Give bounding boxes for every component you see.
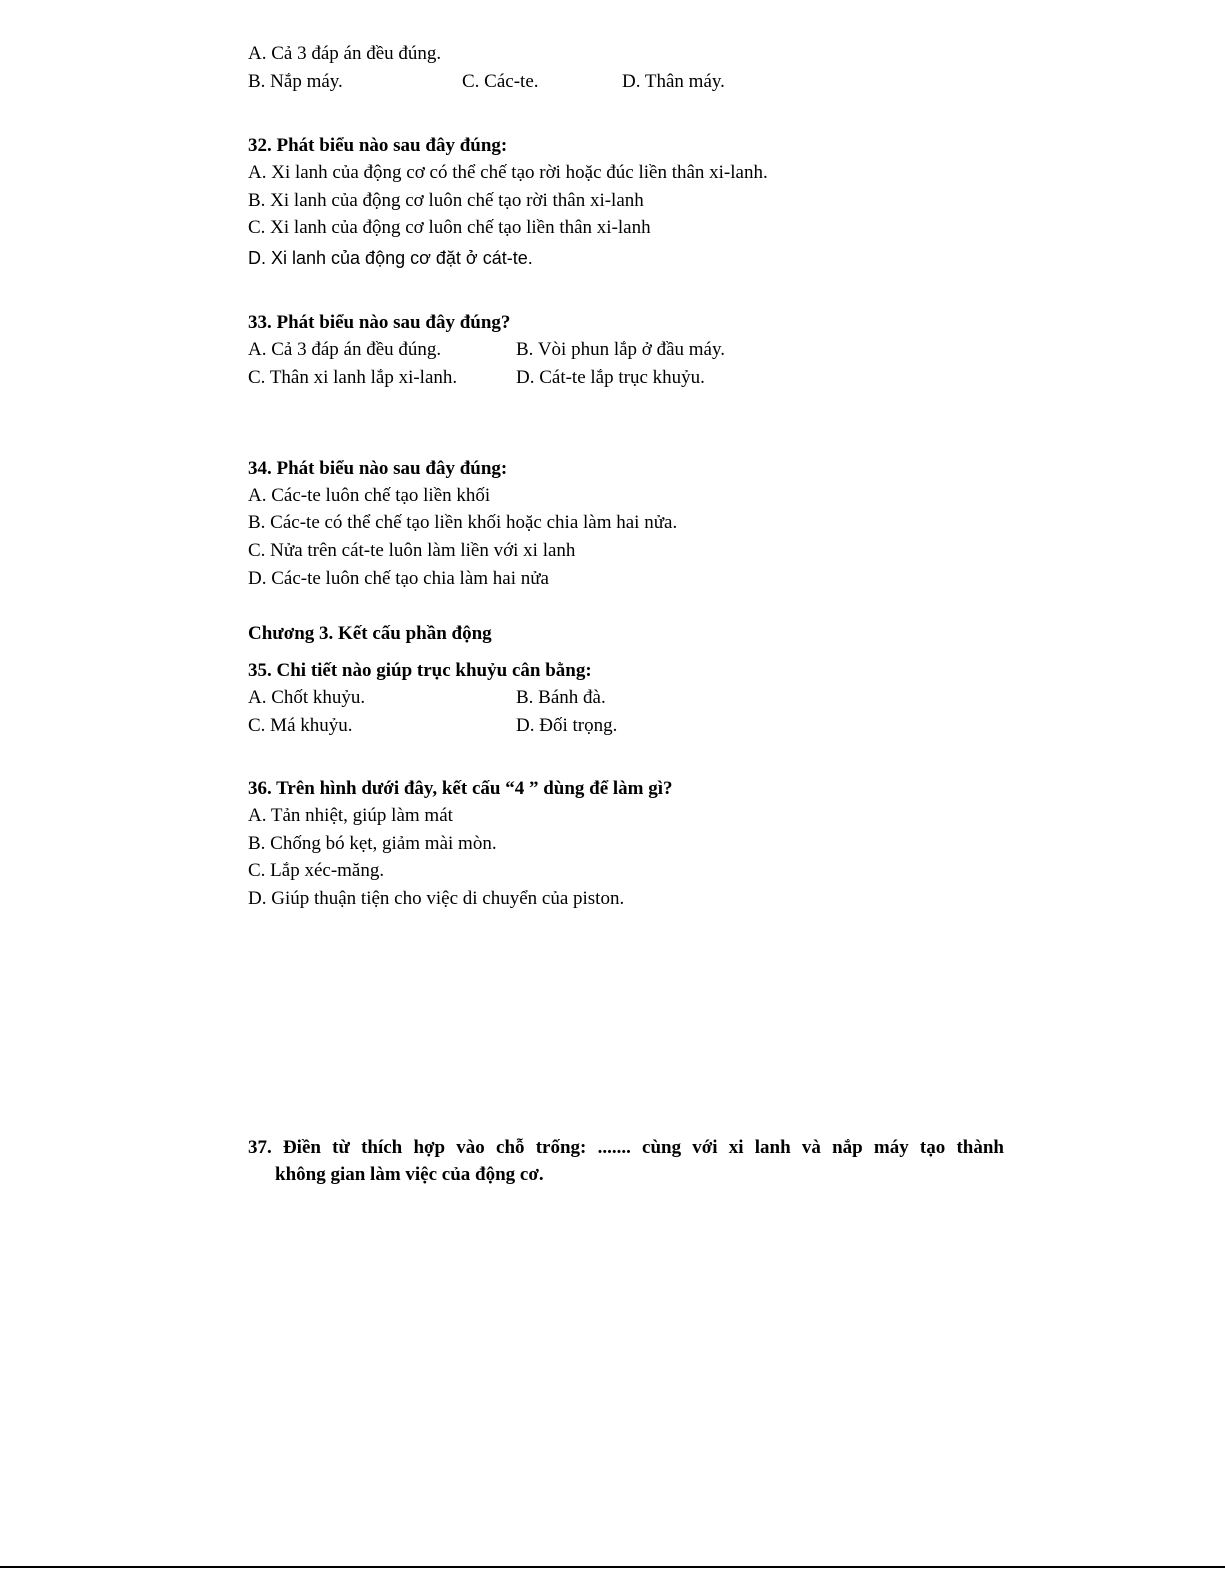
q36-option-c: C. Lắp xéc-măng.	[248, 860, 385, 881]
q33-option-a: A. Cả 3 đáp án đều đúng.	[248, 339, 442, 360]
q35-option-c: C. Má khuỷu.	[248, 715, 353, 736]
q33-option-d: D. Cát-te lắp trục khuỷu.	[516, 367, 705, 388]
q34-option-b: B. Các-te có thể chế tạo liền khối hoặc chia làm hai nửa.	[248, 512, 678, 533]
q37-title-line2: không gian làm việc của động cơ.	[275, 1164, 544, 1185]
q35-title: 35. Chi tiết nào giúp trục khuỷu cân bằng:	[248, 660, 592, 681]
q33-option-b: B. Vòi phun lắp ở đầu máy.	[516, 339, 725, 360]
q31-option-d: D. Thân máy.	[622, 71, 725, 92]
q32-option-a: A. Xi lanh của động cơ có thể chế tạo rời hoặc đúc liền thân xi-lanh.	[248, 162, 768, 183]
q34-title: 34. Phát biểu nào sau đây đúng:	[248, 458, 508, 479]
q32-option-c: C. Xi lanh của động cơ luôn chế tạo liền thân xi-lanh	[248, 217, 651, 238]
q33-title: 33. Phát biểu nào sau đây đúng?	[248, 312, 511, 333]
q35-option-a: A. Chốt khuỷu.	[248, 687, 366, 708]
chapter-heading: Chương 3. Kết cấu phần động	[248, 623, 492, 644]
q32-option-d: D. Xi lanh của động cơ đặt ở cát-te.	[248, 248, 533, 268]
q31-option-b: B. Nắp máy.	[248, 71, 343, 92]
page-bottom-rule	[0, 1566, 1225, 1568]
q34-option-a: A. Các-te luôn chế tạo liền khối	[248, 485, 491, 506]
q37-title-line1: 37. Điền từ thích hợp vào chỗ trống: ....... cùng với xi lanh và nắp máy tạo thành	[248, 1137, 1004, 1158]
q32-title: 32. Phát biểu nào sau đây đúng:	[248, 135, 508, 156]
q36-option-d: D. Giúp thuận tiện cho việc di chuyển của piston.	[248, 888, 625, 909]
q33-option-c: C. Thân xi lanh lắp xi-lanh.	[248, 367, 458, 388]
q36-option-a: A. Tản nhiệt, giúp làm mát	[248, 805, 453, 826]
q36-option-b: B. Chống bó kẹt, giảm mài mòn.	[248, 833, 497, 854]
q35-option-b: B. Bánh đà.	[516, 687, 606, 708]
q35-option-d: D. Đối trọng.	[516, 715, 618, 736]
q31-option-a: A. Cả 3 đáp án đều đúng.	[248, 43, 442, 64]
q36-title: 36. Trên hình dưới đây, kết cấu “4 ” dùng để làm gì?	[248, 778, 673, 799]
q31-option-c: C. Các-te.	[462, 71, 539, 92]
q34-option-c: C. Nửa trên cát-te luôn làm liền với xi lanh	[248, 540, 576, 561]
q34-option-d: D. Các-te luôn chế tạo chia làm hai nửa	[248, 568, 549, 589]
q32-option-b: B. Xi lanh của động cơ luôn chế tạo rời thân xi-lanh	[248, 190, 644, 211]
